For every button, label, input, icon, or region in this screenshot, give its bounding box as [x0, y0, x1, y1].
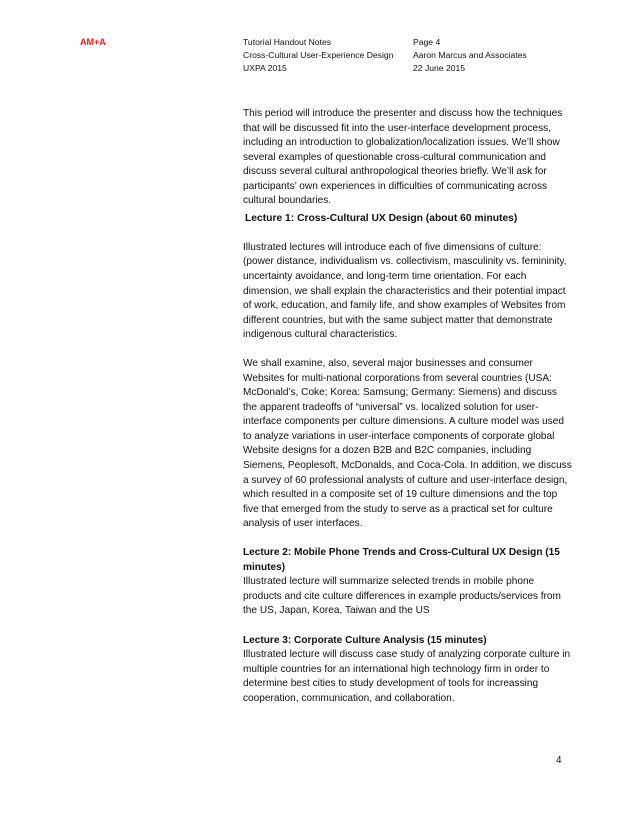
header-title: Tutorial Handout Notes: [243, 37, 332, 47]
header-document-info: [243, 36, 393, 75]
lecture2-paragraph: Illustrated lecture will summarize selected trends in mobile phone products and cite culture differences in example products/services from the US, Japan, Korea, Taiwan and the US: [243, 576, 561, 617]
header-date: 22 June 2015: [413, 63, 466, 73]
header-subtitle: Cross-Cultural User-Experience Design: [243, 50, 394, 60]
lecture1-paragraph-1: Illustrated lectures will introduce each of five dimensions of culture: (power distance, individualism vs. collectivism, masculinity vs. femininity, uncertainty avoidance, and long-term time orientation. For each dimension, we shall explain the characteristics and their potential impact of work, education, and family life, and show examples of Websites from different countries, but with the same subject matter that demonstrate indigenous cultural characteristics.: [243, 241, 567, 341]
intro-paragraph: This period will introduce the presenter and discuss how the techniques that will be discussed fit into the user-interface development process, including an introduction to globalization/localization issues. We’ll show several examples of questionable cross-cultural communication and discuss several cultural anthropological theories briefly. We’ll ask for participants’ own experiences in difficulties of communicating across cultural boundaries.: [243, 108, 563, 207]
spacer: [243, 226, 573, 241]
header-author: Aaron Marcus and Associates: [413, 50, 527, 60]
spacer: [243, 532, 573, 547]
spacer: [243, 619, 573, 634]
header-page-info: [413, 36, 527, 75]
spacer: [243, 343, 573, 358]
lecture1-heading: Lecture 1: Cross-Cultural UX Design (about 60 minutes): [245, 212, 518, 224]
lecture1-paragraph-2: We shall examine, also, several major businesses and consumer Websites for multi-national corporations from several countries (USA: McDonald’s, Coke; Korea: Samsung; Germany: Siemens) and discuss the apparent tradeoffs of “universal” vs. localized solution for user-interface components per culture dimensions. A culture model was used to analyze variations in user-interface components of corporate global Website designs for a dozen B2B and B2C companies, including Siemens, Peoplesoft, McDonalds, and Coca-Cola. In addition, we discuss a survey of 60 professional analysts of culture and user-interface design, which resulted in a composite set of 19 culture dimensions and the top five that emerged from the study to serve as a practical set for culture analysis of user interfaces.: [243, 358, 572, 530]
header-page-label: Page 4: [413, 37, 441, 47]
document-body: [243, 107, 573, 706]
lecture3-paragraph: Illustrated lecture will discuss case study of analyzing corporate culture in multiple countries for an international high technology firm in order to determine best cities to study development of tools for increassing cooperation, communication, and collaboration.: [243, 649, 571, 704]
page-number: 4: [556, 755, 562, 766]
header-event: UXPA 2015: [243, 63, 287, 73]
brand-logo: AM+A: [80, 37, 106, 47]
lecture2-heading: Lecture 2: Mobile Phone Trends and Cross-Cultural UX Design (15 minutes): [243, 547, 560, 573]
lecture3-heading: Lecture 3: Corporate Culture Analysis (15 minutes): [243, 634, 487, 646]
